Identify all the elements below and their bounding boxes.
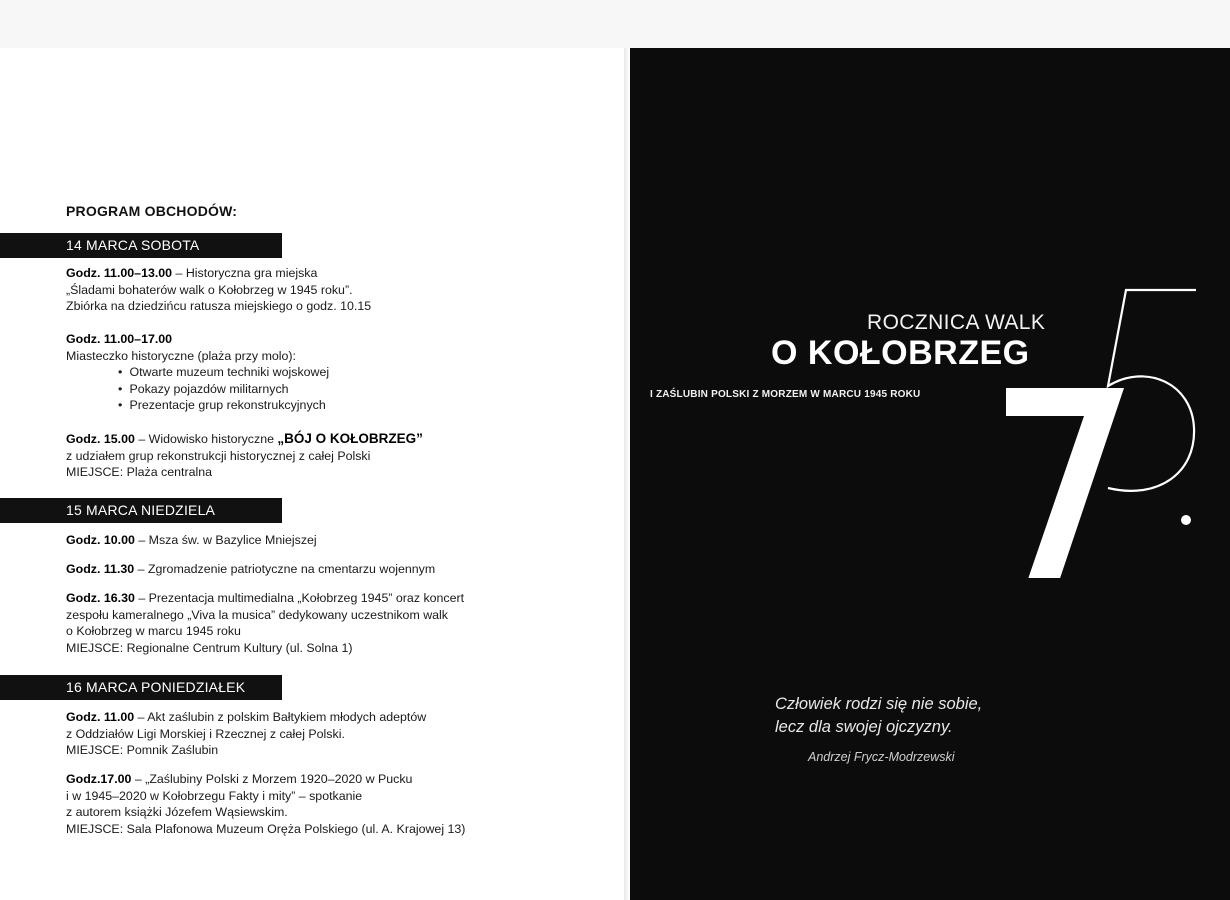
event-day14-game: [66, 265, 371, 315]
program-title: PROGRAM OBCHODÓW:: [66, 203, 238, 219]
event-text: – Prezentacja multimedialna „Kołobrzeg 1945” oraz koncert: [134, 591, 465, 605]
event-bullet-list: [66, 364, 329, 414]
event-text: – Zgromadzenie patriotyczne na cmentarzu wojennym: [134, 562, 436, 576]
event-time: Godz. 15.00: [66, 432, 135, 446]
event-text: MIEJSCE: Pomnik Zaślubin: [66, 743, 219, 757]
bullet-text: Otwarte muzeum techniki wojskowej: [129, 365, 330, 379]
event-day15-concert: [66, 590, 464, 656]
event-time: Godz. 11.30: [66, 562, 135, 576]
event-day15-mass: [66, 532, 317, 549]
event-day15-assembly: [66, 561, 435, 578]
event-text: – Akt zaślubin z polskim Bałtykiem młodych adeptów: [134, 710, 427, 724]
event-time: Godz. 11.00–13.00: [66, 266, 173, 280]
cover-page: [630, 48, 1230, 900]
event-text: „Śladami bohaterów walk o Kołobrzeg w 1945 roku”.: [66, 282, 353, 297]
event-text: z udziałem grup rekonstrukcji historycznej z całej Polski: [66, 448, 371, 463]
day-header-16: 16 MARCA PONIEDZIAŁEK: [0, 675, 282, 700]
cover-subtitle: ROCZNICA WALK: [867, 311, 1046, 334]
event-text: – Widowisko historyczne: [134, 432, 278, 446]
event-text: MIEJSCE: Sala Plafonowa Muzeum Oręża Polskiego (ul. A. Krajowej 13): [66, 821, 466, 836]
quote-line: Człowiek rodzi się nie sobie,: [775, 695, 983, 713]
scan-margin: [0, 0, 1230, 48]
quote: [775, 693, 982, 739]
event-text: zespołu kameralnego „Viva la musica” dedykowany uczestnikom walk: [66, 607, 448, 622]
event-text: z autorem książki Józefem Wąsiewskim.: [66, 805, 288, 819]
bullet-text: Prezentacje grup rekonstrukcyjnych: [129, 398, 326, 412]
event-time: Godz. 11.00–17.00: [66, 332, 173, 346]
cover-tagline: I ZAŚLUBIN POLSKI Z MORZEM W MARCU 1945 ROKU: [650, 389, 921, 400]
event-text: – Historyczna gra miejska: [172, 266, 318, 280]
bullet-text: Pokazy pojazdów militarnych: [129, 381, 289, 396]
logo-dot: [1181, 515, 1191, 525]
quote-author: Andrzej Frycz-Modrzewski: [808, 750, 955, 764]
event-text: o Kołobrzeg w marcu 1945 roku: [66, 624, 241, 638]
day-header-14: 14 MARCA SOBOTA: [0, 233, 282, 258]
event-time: Godz.17.00: [66, 772, 132, 786]
event-text: MIEJSCE: Plaża centralna: [66, 465, 212, 479]
day-header-15: 15 MARCA NIEDZIELA: [0, 498, 282, 523]
event-text: – Msza św. w Bazylice Mniejszej: [134, 533, 317, 547]
logo-digit-7: [1006, 388, 1124, 578]
cover-title: O KOŁOBRZEG: [771, 334, 1030, 372]
event-day16-meeting: [66, 771, 465, 837]
event-day14-show: [66, 431, 423, 481]
bullet-item: • Pokazy pojazdów militarnych: [118, 381, 289, 396]
event-time: Godz. 10.00: [66, 533, 135, 547]
event-text: Miasteczko historyczne (plaża przy molo):: [66, 348, 296, 363]
event-text: Zbiórka na dziedzińcu ratusza miejskiego o godz. 10.15: [66, 299, 372, 313]
event-time: Godz. 11.00: [66, 710, 135, 724]
bullet-item: • Prezentacje grup rekonstrukcyjnych: [118, 398, 326, 412]
anniversary-75-logo: [996, 278, 1196, 578]
quote-line: lecz dla swojej ojczyzny.: [775, 718, 953, 736]
event-text: z Oddziałów Ligi Morskiej i Rzecznej z całej Polski.: [66, 726, 345, 741]
event-text: MIEJSCE: Regionalne Centrum Kultury (ul. Solna 1): [66, 640, 353, 655]
event-text: – „Zaślubiny Polski z Morzem 1920–2020 w Pucku: [131, 772, 413, 786]
bullet-item: • Otwarte muzeum techniki wojskowej: [118, 365, 330, 379]
event-day14-town: [66, 331, 329, 414]
event-time: Godz. 16.30: [66, 591, 135, 605]
event-day16-act: [66, 709, 426, 759]
event-highlight: „BÓJ O KOŁOBRZEG”: [277, 431, 423, 446]
event-text: i w 1945–2020 w Kołobrzegu Fakty i mity” – spotkanie: [66, 788, 363, 803]
